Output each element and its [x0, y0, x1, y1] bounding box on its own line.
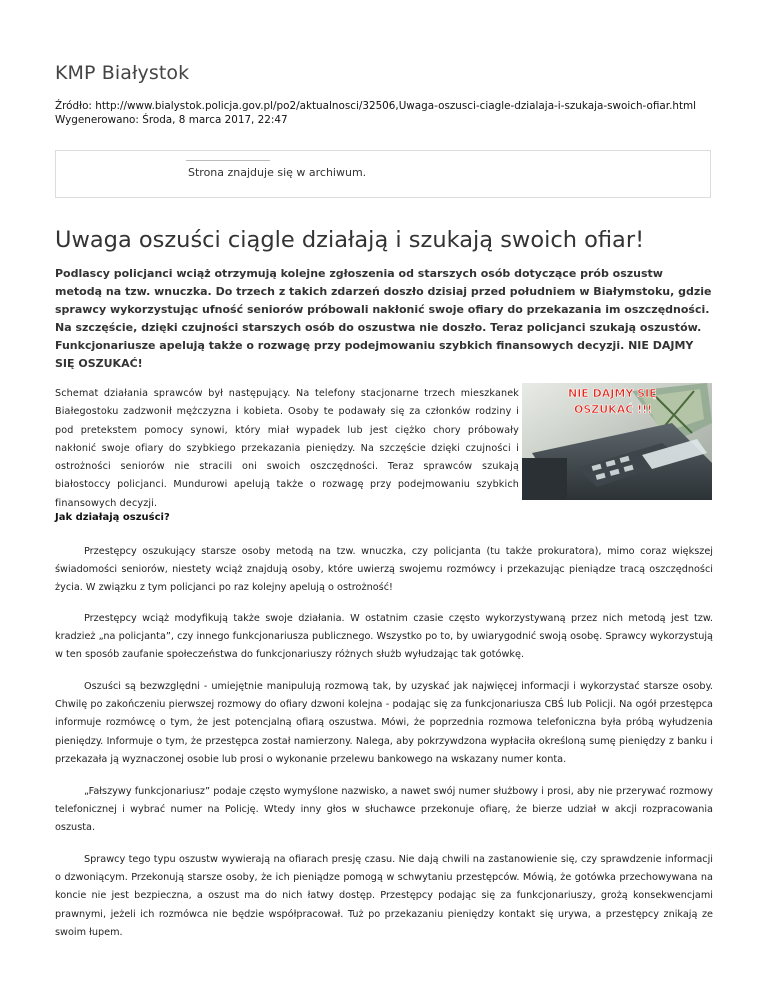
- section-heading: Jak działają oszuści?: [55, 512, 170, 523]
- generated-date: Wygenerowano: Środa, 8 marca 2017, 22:47: [55, 114, 288, 126]
- article-photo: [522, 383, 712, 500]
- archive-notice-box: [55, 150, 711, 198]
- article-lead: Podlascy policjanci wciąż otrzymują kolejne zgłoszenia od starszych osób dotyczące prób oszustw metodą na tzw. wnuczka. Do trzech z takich zdarzeń doszło dzisiaj przed południem w Białymstoku, gdzie sprawcy wykorzystując ufność seniorów próbowali nakłonić swoje ofiary do przekazania im oszczędności. Na szczęście, dzięki czujności starszych osób do oszustwa nie doszło. Teraz policjanci szukają oszustów. Funkcjonariusze apelują także o rozwagę przy podejmowaniu szybkich finansowych decyzji. NIE DAJMY SIĘ OSZUKAĆ!: [55, 267, 712, 371]
- document-meta: [55, 99, 696, 127]
- article-title: Uwaga oszuści ciągle działają i szukają swoich ofiar!: [55, 227, 645, 253]
- body-paragraph: „Fałszywy funkcjonariusz” podaje często wymyślone nazwisko, a nawet swój numer służbowy i prosi, aby nie przerywać rozmowy telefonicznej i wybrać numer na Policję. Wtedy inny głos w słuchawce przekonuje ofiarę, że bierze udział w akcji rozpracowania oszusta.: [55, 786, 713, 834]
- phone-illustration: [522, 383, 712, 500]
- body-paragraph: Przestępcy wciąż modyfikują także swoje działania. W ostatnim czasie często wykorzystywaną przez nich metodą jest tzw. kradzież „na policjanta”, czy innego funkcjonariusza publicznego. Wszystko po to, by uwiarygodnić swoją osobę. Sprawcy wykorzystują w ten sposób zaufanie społeczeństwa do funkcjonariuszy różnych służb wyłudzając tak gotówkę.: [55, 613, 713, 661]
- archive-notice: Strona znajduje się w archiwum.: [188, 166, 367, 179]
- source-url: Źródło: http://www.bialystok.policja.gov.pl/po2/aktualnosci/32506,Uwaga-oszusci-ciagle-dzialaja-i-szukaja-swoich-ofiar.html: [55, 100, 697, 112]
- photo-caption-line1: NIE DAJMY SIĘ: [568, 387, 657, 400]
- photo-caption-line2: OSZUKAĆ !!!: [574, 403, 653, 416]
- archive-divider: [186, 160, 270, 161]
- body-paragraph: Przestępcy oszukujący starsze osoby metodą na tzw. wnuczka, czy policjanta (tu także prokuratora), mimo coraz większej świadomości seniorów, niestety wciąż znajdują osoby, które uwierzą swojemu rozmówcy i przekazując pieniądze tracą oszczędności życia. W związku z tym policjanci po raz kolejny apelują o ostrożność!: [55, 546, 713, 594]
- intro-paragraph: Schemat działania sprawców był następujący. Na telefony stacjonarne trzech mieszkanek Białegostoku zadzwonił mężczyzna i kobieta. Osoby te podawały się za członków rodziny i pod pretekstem pomocy synowi, który miał wypadek lub jest ciężko chory próbowały nakłonić swoje ofiary do szybkiego przekazania pieniędzy. Na szczęście dzięki czujności i ostrożności seniorów nie stracili oni swoich oszczędności. Teraz sprawców szukają białostoccy policjanci. Mundurowi apelują także o rozwagę przy podejmowaniu szybkich finansowych decyzji.: [55, 388, 519, 509]
- body-paragraph: Oszuści są bezwzględni - umiejętnie manipulują rozmową tak, by uzyskać jak najwięcej informacji i wykorzystać starsze osoby. Chwilę po zakończeniu pierwszej rozmowy do ofiary dzwoni kolejna - podając się za funkcjonariusza CBŚ lub Policji. Na ogół przestępca informuje rozmówcę o tym, że jest potencjalną ofiarą oszustwa. Mówi, że poprzednia rozmowa telefoniczna była próbą wyłudzenia pieniędzy. Informuje o tym, że przestępca został namierzony. Nalega, aby pokrzywdzona wypłaciła określoną sumę pieniędzy z banku i przekazała ją wyznaczonej osobie lub prosi o wykonanie przelewu bankowego na wskazany numer konta.: [55, 681, 713, 765]
- site-title: KMP Białystok: [55, 62, 190, 84]
- body-paragraph: Sprawcy tego typu oszustw wywierają na ofiarach presję czasu. Nie dają chwili na zastanowienie się, czy sprawdzenie informacji o dzwoniącym. Przekonują starsze osoby, że ich pieniądze pomogą w schwytaniu przestępców. Mówią, że gotówka przechowywana na koncie nie jest bezpieczna, a oszust ma do nich łatwy dostęp. Przestępcy podając się za funkcjonariuszy, grożą konsekwencjami prawnymi, jeżeli ich rozmówca nie będzie współpracował. Tuż po przekazaniu pieniędzy kontakt się urywa, a przestępcy znikają ze swoim łupem.: [55, 854, 713, 938]
